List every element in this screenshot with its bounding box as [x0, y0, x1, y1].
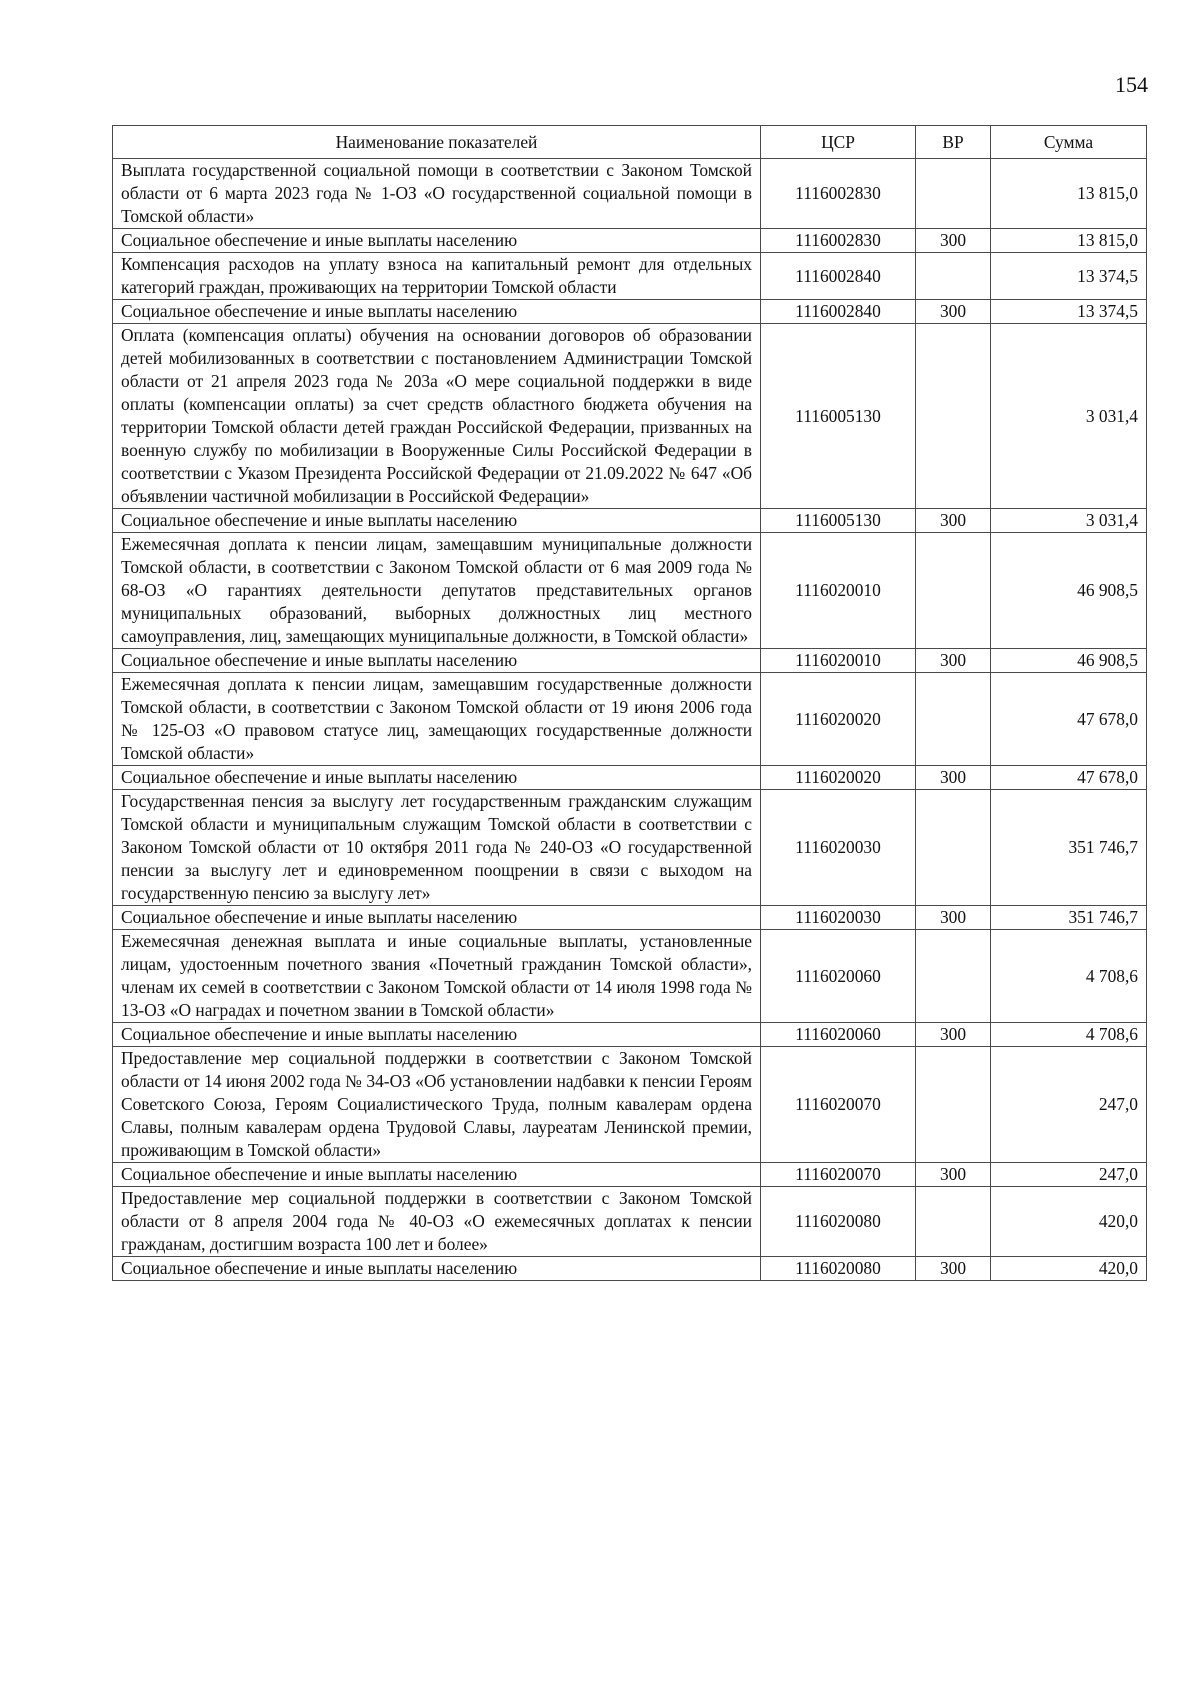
header-sum: Сумма: [991, 126, 1147, 159]
header-vr: ВР: [916, 126, 991, 159]
row-sum-cell: 420,0: [991, 1257, 1147, 1281]
header-name: Наименование показателей: [113, 126, 761, 159]
row-name-cell: Ежемесячная денежная выплата и иные социальные выплаты, установленные лицам, удостоенным почетного звания «Почетный гражданин Томской области», членам их семей в соответствии с Законом Томской области от 14 июля 1998 года № 13-ОЗ «О наградах и почетном звании в Томской области»: [113, 930, 761, 1023]
row-name-cell: Социальное обеспечение и иные выплаты населению: [113, 1163, 761, 1187]
row-name-cell: Предоставление мер социальной поддержки в соответствии с Законом Томской области от 8 апреля 2004 года № 40-ОЗ «О ежемесячных доплатах к пенсии гражданам, достигшим возраста 100 лет и более»: [113, 1187, 761, 1257]
row-sum-cell: 247,0: [991, 1163, 1147, 1187]
row-sum-cell: 420,0: [991, 1187, 1147, 1257]
row-csr-cell: 1116005130: [761, 509, 916, 533]
row-vr-cell: 300: [916, 906, 991, 930]
row-vr-cell: [916, 324, 991, 509]
table-row: [113, 533, 1147, 649]
row-sum-cell: 13 815,0: [991, 159, 1147, 229]
table-row: [113, 790, 1147, 906]
row-csr-cell: 1116020020: [761, 766, 916, 790]
header-csr: ЦСР: [761, 126, 916, 159]
row-csr-cell: 1116005130: [761, 324, 916, 509]
row-csr-cell: 1116020080: [761, 1257, 916, 1281]
row-vr-cell: [916, 1047, 991, 1163]
row-csr-cell: 1116020080: [761, 1187, 916, 1257]
table-row: [113, 324, 1147, 509]
row-csr-cell: 1116020010: [761, 533, 916, 649]
row-vr-cell: [916, 930, 991, 1023]
row-name-cell: Предоставление мер социальной поддержки в соответствии с Законом Томской области от 14 июня 2002 года № 34-ОЗ «Об установлении надбавки к пенсии Героям Советского Союза, Героям Социалистического Труда, полным кавалерам ордена Славы, полным кавалерам ордена Трудовой Славы, лауреатам Ленинской премии, проживающим в Томской области»: [113, 1047, 761, 1163]
row-csr-cell: 1116020030: [761, 906, 916, 930]
row-vr-cell: 300: [916, 300, 991, 324]
row-csr-cell: 1116020070: [761, 1163, 916, 1187]
row-vr-cell: [916, 790, 991, 906]
table-row: [113, 159, 1147, 229]
row-sum-cell: 3 031,4: [991, 324, 1147, 509]
row-csr-cell: 1116020030: [761, 790, 916, 906]
row-name-cell: Ежемесячная доплата к пенсии лицам, замещавшим муниципальные должности Томской области, в соответствии с Законом Томской области от 6 мая 2009 года № 68-ОЗ «О гарантиях деятельности депутатов представительных органов муниципальных образований, выборных должностных лиц местного самоуправления, лиц, замещающих муниципальные должности, в Томской области»: [113, 533, 761, 649]
row-name-cell: Социальное обеспечение и иные выплаты населению: [113, 1023, 761, 1047]
row-sum-cell: 46 908,5: [991, 533, 1147, 649]
row-name-cell: Социальное обеспечение и иные выплаты населению: [113, 766, 761, 790]
table-row: [113, 673, 1147, 766]
row-csr-cell: 1116020060: [761, 1023, 916, 1047]
row-vr-cell: [916, 159, 991, 229]
row-sum-cell: 351 746,7: [991, 906, 1147, 930]
row-name-cell: Социальное обеспечение и иные выплаты населению: [113, 906, 761, 930]
row-vr-cell: 300: [916, 509, 991, 533]
row-csr-cell: 1116020020: [761, 673, 916, 766]
row-name-cell: Социальное обеспечение и иные выплаты населению: [113, 509, 761, 533]
row-sum-cell: 3 031,4: [991, 509, 1147, 533]
row-vr-cell: 300: [916, 1163, 991, 1187]
row-csr-cell: 1116020070: [761, 1047, 916, 1163]
row-sum-cell: 47 678,0: [991, 766, 1147, 790]
row-vr-cell: [916, 673, 991, 766]
row-sum-cell: 4 708,6: [991, 930, 1147, 1023]
row-vr-cell: 300: [916, 1257, 991, 1281]
row-sum-cell: 4 708,6: [991, 1023, 1147, 1047]
table-row: [113, 766, 1147, 790]
table-row: [113, 1163, 1147, 1187]
table-row: [113, 253, 1147, 300]
row-vr-cell: 300: [916, 649, 991, 673]
page-number: 154: [1115, 72, 1148, 97]
row-sum-cell: 351 746,7: [991, 790, 1147, 906]
row-name-cell: Ежемесячная доплата к пенсии лицам, замещавшим государственные должности Томской области, в соответствии с Законом Томской области от 19 июня 2006 года № 125-ОЗ «О правовом статусе лиц, замещающих государственные должности Томской области»: [113, 673, 761, 766]
table-row: [113, 930, 1147, 1023]
row-sum-cell: 13 815,0: [991, 229, 1147, 253]
row-name-cell: Социальное обеспечение и иные выплаты населению: [113, 300, 761, 324]
table-row: [113, 1257, 1147, 1281]
row-csr-cell: 1116002830: [761, 159, 916, 229]
row-name-cell: Выплата государственной социальной помощи в соответствии с Законом Томской области от 6 марта 2023 года № 1-ОЗ «О государственной социальной помощи в Томской области»: [113, 159, 761, 229]
table-row: [113, 1047, 1147, 1163]
table-row: [113, 1187, 1147, 1257]
row-csr-cell: 1116002840: [761, 253, 916, 300]
row-sum-cell: 46 908,5: [991, 649, 1147, 673]
row-vr-cell: [916, 533, 991, 649]
table-row: [113, 229, 1147, 253]
row-csr-cell: 1116020010: [761, 649, 916, 673]
row-sum-cell: 47 678,0: [991, 673, 1147, 766]
table-row: [113, 649, 1147, 673]
row-name-cell: Оплата (компенсация оплаты) обучения на основании договоров об образовании детей мобилизованных в соответствии с постановлением Администрации Томской области от 21 апреля 2023 года № 203а «О мере социальной поддержки в виде оплаты (компенсации оплаты) за счет средств областного бюджета обучения на территории Томской области детей граждан Российской Федерации, призванных на военную службу по мобилизации в Вооруженные Силы Российской Федерации в соответствии с Указом Президента Российской Федерации от 21.09.2022 № 647 «Об объявлении частичной мобилизации в Российской Федерации»: [113, 324, 761, 509]
row-name-cell: Социальное обеспечение и иные выплаты населению: [113, 229, 761, 253]
row-csr-cell: 1116002830: [761, 229, 916, 253]
table-row: [113, 1023, 1147, 1047]
budget-table: [112, 125, 1147, 1281]
row-name-cell: Компенсация расходов на уплату взноса на капитальный ремонт для отдельных категорий граждан, проживающих на территории Томской области: [113, 253, 761, 300]
row-vr-cell: 300: [916, 229, 991, 253]
row-name-cell: Государственная пенсия за выслугу лет государственным гражданским служащим Томской области и муниципальным служащим Томской области в соответствии с Законом Томской области от 10 октября 2011 года № 240-ОЗ «О государственной пенсии за выслугу лет и единовременном поощрении в связи с выходом на государственную пенсию за выслугу лет»: [113, 790, 761, 906]
row-sum-cell: 247,0: [991, 1047, 1147, 1163]
row-csr-cell: 1116020060: [761, 930, 916, 1023]
table-header-row: [113, 126, 1147, 159]
row-name-cell: Социальное обеспечение и иные выплаты населению: [113, 1257, 761, 1281]
table-row: [113, 509, 1147, 533]
row-vr-cell: 300: [916, 1023, 991, 1047]
row-vr-cell: 300: [916, 766, 991, 790]
row-sum-cell: 13 374,5: [991, 253, 1147, 300]
row-name-cell: Социальное обеспечение и иные выплаты населению: [113, 649, 761, 673]
table-row: [113, 906, 1147, 930]
table-row: [113, 300, 1147, 324]
row-vr-cell: [916, 1187, 991, 1257]
row-vr-cell: [916, 253, 991, 300]
row-sum-cell: 13 374,5: [991, 300, 1147, 324]
table-body: [113, 159, 1147, 1281]
row-csr-cell: 1116002840: [761, 300, 916, 324]
